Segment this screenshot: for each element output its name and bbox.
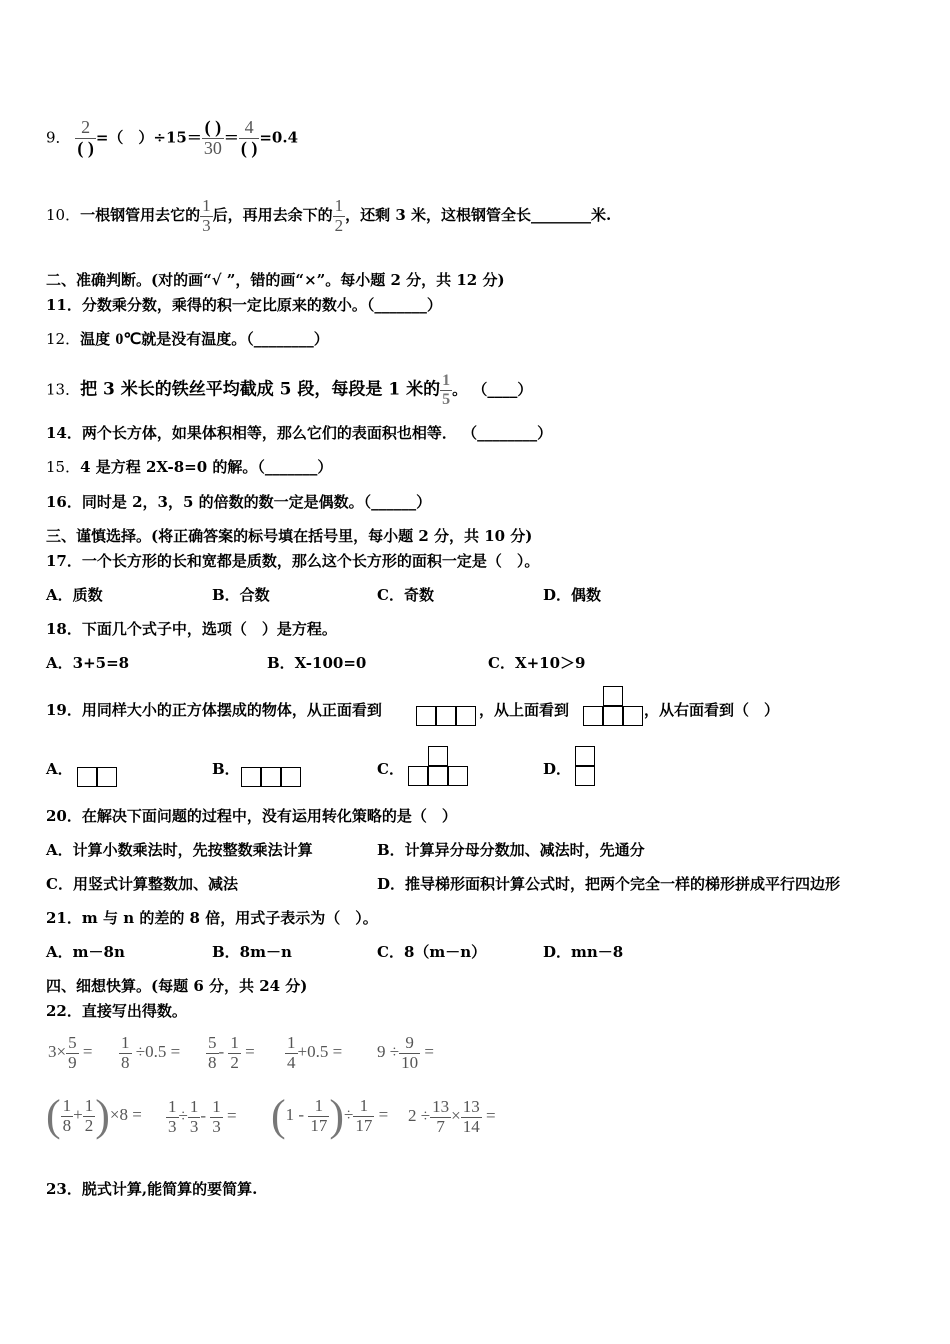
q21-option-a[interactable]: A．m－8n [46,943,125,961]
q18-option-c[interactable]: C．X+10＞9 [488,654,586,672]
q19-text-3: ，从右面看到（ ） [644,701,780,719]
question-23: 23．脱式计算,能简算的要简算. [46,1180,258,1198]
question-18: 18．下面几个式子中，选项（ ）是方程。 [46,620,337,638]
question-16: 16．同时是 2，3，5 的倍数的数一定是偶数。（______） [46,493,432,511]
section-3-heading: 三、谨慎选择。(将正确答案的标号填在括号里，每小题 2 分，共 10 分) [46,527,533,545]
q17-option-d[interactable]: D．偶数 [543,586,602,604]
question-14: 14．两个长方体，如果体积相等，那么它们的表面积也相等． （________） [46,424,553,442]
q10-fraction-2: $\frac{1}{2}$ [334,196,344,235]
q20-option-b[interactable]: B．计算异分母分数加、减法时，先通分 [377,841,645,859]
section-2-heading: 二、准确判断。(对的画“√ ”，错的画“×”。每小题 2 分，共 12 分) [46,271,505,289]
q9-fraction-1: $\frac{2}{( )}$ [77,117,94,158]
q22-expr-3: $\frac{5}{8}$ - $\frac{1}{2}$ = [208,1033,255,1072]
q19-option-c[interactable]: C． [377,760,404,778]
q22-expr-6: ( $\frac{1}{8}$ + $\frac{1}{2}$ )×8 = [46,1091,142,1140]
question-15: 15．4 是方程 2X-8=0 的解。（_______） [46,458,333,476]
q17-option-b[interactable]: B．合数 [212,586,270,604]
q18-option-b[interactable]: B．X-100=0 [267,654,367,672]
section-4-heading: 四、细想快算。(每题 6 分，共 24 分) [46,977,308,995]
q10-fraction-1: $\frac{1}{3}$ [202,196,211,235]
q21-option-b[interactable]: B．8m－n [212,943,292,961]
q9-expression: =（ ）÷15＝ [95,128,202,147]
q20-option-c[interactable]: C．用竖式计算整数加、减法 [46,875,238,893]
q22-expr-1: 3× $\frac{5}{9}$ = [48,1033,93,1072]
q22-expr-7: $\frac{1}{3}$ ÷ $\frac{1}{3}$ - $\frac{1}{3}$ = [168,1097,237,1136]
q22-expr-9: 2 ÷ $\frac{13}{7}$ × $\frac{13}{14}$ = [408,1097,496,1136]
q21-option-d[interactable]: D．mn－8 [543,943,624,961]
q19-option-a[interactable]: A． [46,760,73,778]
question-21: 21．m 与 n 的差的 8 倍，用式子表示为（ ）。 [46,909,378,927]
question-17: 17．一个长方形的长和宽都是质数，那么这个长方形的面积一定是（ ）。 [46,552,540,570]
question-11: 11．分数乘分数，乘得的积一定比原来的数小。（_______） [46,296,442,314]
question-22: 22．直接写出得数。 [46,1002,187,1020]
q9-fraction-3: $\frac{4}{( )}$ [240,117,258,158]
q9-number: 9． [46,128,71,147]
question-10: 10．一根钢管用去它的 $\frac{1}{3}$ 后，再用去余下的 $\frac{1}{2}$ ，还剩 3 米，这根钢管全长________米. [46,196,612,235]
question-13: 13．把 3 米长的铁丝平均截成 5 段，每段是 1 米的 $\frac{1}{5}$ 。 （____） [46,372,533,408]
q19-text-2: ，从上面看到 [479,701,570,719]
q19-text-1: 19．用同样大小的正方体摆成的物体，从正面看到 [46,701,382,719]
q19-option-d[interactable]: D． [543,760,572,778]
q17-option-a[interactable]: A．质数 [46,586,103,604]
q13-fraction: $\frac{1}{5}$ [442,372,451,408]
question-9: 9． $\frac{2}{( )}$ =（ ）÷15＝ $\frac{( )}{30}$ ＝ $\frac{4}{( )}$ =0.4 [46,117,299,158]
question-12: 12．温度 0℃就是没有温度。（________） [46,330,329,348]
q22-expr-8: (1 - $\frac{1}{17}$ )÷ $\frac{1}{17}$ = [271,1091,389,1140]
q20-option-a[interactable]: A．计算小数乘法时，先按整数乘法计算 [46,841,313,859]
q20-option-d[interactable]: D．推导梯形面积计算公式时，把两个完全一样的梯形拼成平行四边形 [377,875,841,893]
q22-expr-4: $\frac{1}{4}$ +0.5 = [287,1033,343,1072]
question-20: 20．在解决下面问题的过程中，没有运用转化策略的是（ ） [46,807,457,825]
q17-option-c[interactable]: C．奇数 [377,586,434,604]
q18-option-a[interactable]: A．3+5=8 [46,654,130,672]
q22-expr-5: 9 ÷ $\frac{9}{10}$ = [377,1033,434,1072]
q19-option-b[interactable]: B． [212,760,240,778]
q21-option-c[interactable]: C．8（m－n） [377,943,487,961]
q9-fraction-2: $\frac{( )}{30}$ [203,117,222,158]
q22-expr-2: $\frac{1}{8}$ ÷0.5 = [121,1033,181,1072]
